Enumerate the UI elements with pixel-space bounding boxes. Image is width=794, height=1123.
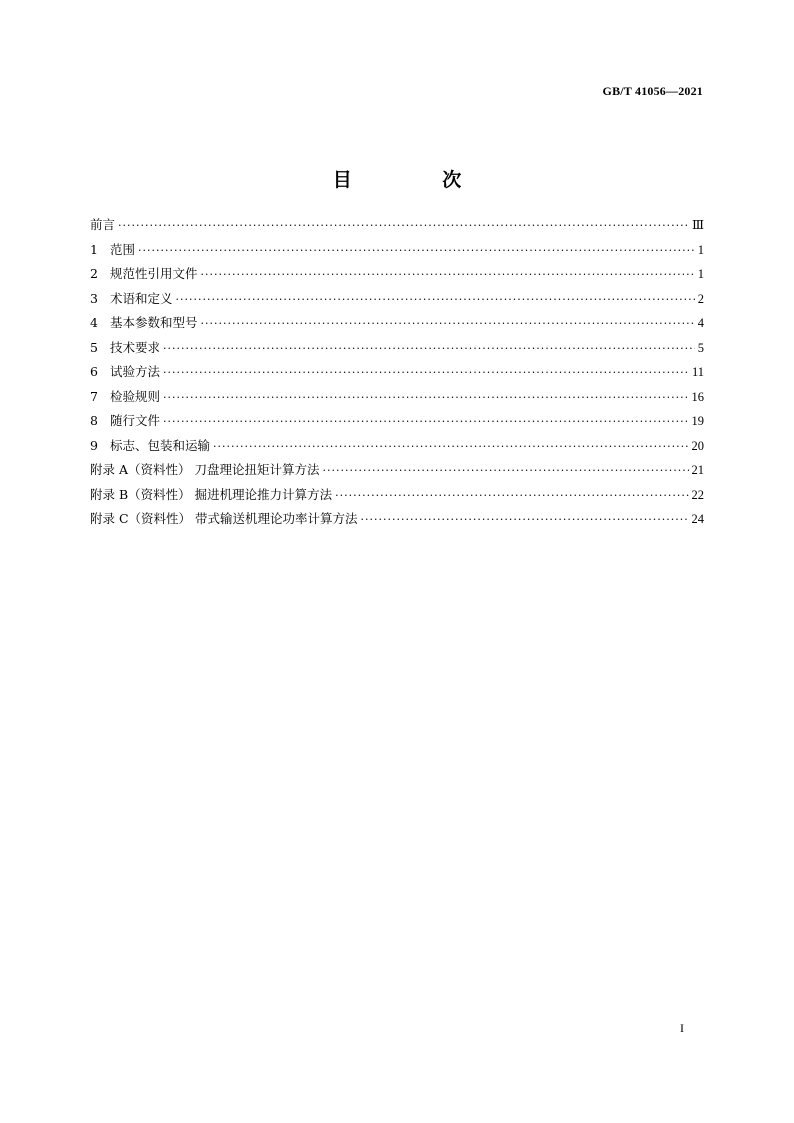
toc-leader-dots — [201, 317, 695, 330]
toc-entry-text: 随行文件 — [110, 413, 161, 428]
toc-entry-text: 标志、包装和运输 — [110, 437, 211, 453]
toc-leader-dots — [213, 440, 688, 453]
toc-entry-text: 范围 — [110, 241, 136, 257]
toc-entry-text: 附录 A（资料性） 刀盘理论扭矩计算方法 — [90, 462, 320, 477]
toc-entry[interactable] — [90, 215, 704, 240]
toc-entry[interactable] — [90, 338, 704, 363]
toc-leader-dots — [163, 391, 688, 404]
toc-entry-number: 4 — [90, 315, 98, 330]
standard-code: GB/T 41056—2021 — [602, 84, 703, 98]
toc-entry-number: 1 — [90, 241, 98, 257]
toc-entry[interactable] — [90, 264, 704, 289]
toc-entry-page: 5 — [697, 340, 704, 355]
toc-leader-dots — [201, 268, 695, 281]
toc-entry-label — [90, 387, 160, 405]
toc-entry-page: 24 — [691, 512, 704, 526]
toc-entry-text: 前言 — [90, 217, 116, 232]
toc-entry[interactable] — [90, 362, 704, 387]
toc-entry-text: 基本参数和型号 — [110, 315, 198, 330]
toc-entry-page: 20 — [691, 438, 704, 453]
toc-entry-text: 规范性引用文件 — [110, 266, 198, 281]
toc-entry-number: 7 — [90, 388, 98, 404]
toc-entry[interactable] — [90, 411, 704, 436]
toc-entry-text: 术语和定义 — [110, 290, 173, 306]
toc-entry-text: 技术要求 — [110, 339, 161, 355]
toc-entry[interactable] — [90, 436, 704, 461]
toc-leader-dots — [322, 464, 688, 477]
toc-entry-label — [90, 313, 198, 331]
toc-leader-dots — [361, 513, 689, 526]
toc-leader-dots — [163, 415, 688, 428]
toc-entry-text: 附录 B（资料性） 掘进机理论推力计算方法 — [90, 486, 333, 502]
toc-entry-label — [90, 411, 160, 429]
toc-entry-page: 19 — [691, 414, 704, 428]
page-number: I — [680, 1021, 684, 1035]
toc-entry-label — [90, 240, 135, 258]
toc-entry[interactable] — [90, 313, 704, 338]
toc-entry-label — [90, 460, 319, 478]
toc-entry[interactable] — [90, 485, 704, 510]
toc-entry-number: 8 — [90, 413, 98, 428]
toc-entry-text: 附录 C（资料性） 带式输送机理论功率计算方法 — [90, 511, 358, 526]
toc-entry-text: 检验规则 — [110, 388, 161, 404]
toc-entry-label — [90, 436, 210, 454]
toc-entry-label — [90, 509, 358, 527]
toc-leader-dots — [163, 342, 695, 355]
toc-entry-page: 11 — [691, 365, 704, 379]
page-title: 目 次 — [332, 168, 504, 191]
toc-entry-page: 16 — [691, 389, 704, 404]
toc-leader-dots — [176, 293, 695, 306]
toc-entry-page: 2 — [697, 291, 704, 306]
toc-entry-page: 4 — [697, 316, 704, 330]
toc-entry-text: 试验方法 — [110, 364, 161, 379]
toc-entry-label — [90, 362, 160, 380]
table-of-contents — [90, 215, 704, 534]
toc-leader-dots — [118, 219, 689, 232]
toc-entry[interactable] — [90, 387, 704, 412]
toc-entry-label — [90, 215, 115, 233]
toc-entry-page: 1 — [697, 267, 704, 281]
toc-entry-label — [90, 289, 173, 307]
toc-entry-label — [90, 485, 332, 503]
toc-entry-number: 6 — [90, 364, 98, 379]
toc-entry[interactable] — [90, 460, 704, 485]
toc-entry-label — [90, 338, 160, 356]
toc-entry-page: 22 — [691, 487, 704, 502]
toc-entry[interactable] — [90, 289, 704, 314]
toc-entry-label — [90, 264, 198, 282]
toc-entry[interactable] — [90, 240, 704, 265]
toc-entry[interactable] — [90, 509, 704, 534]
toc-leader-dots — [163, 366, 689, 379]
toc-entry-number: 2 — [90, 266, 98, 281]
toc-entry-number: 9 — [90, 437, 98, 453]
toc-entry-page: 1 — [697, 242, 704, 257]
toc-leader-dots — [138, 244, 695, 257]
toc-entry-page: Ⅲ — [691, 218, 704, 232]
toc-entry-number: 5 — [90, 339, 98, 355]
toc-entry-page: 21 — [691, 463, 704, 477]
toc-entry-number: 3 — [90, 290, 98, 306]
toc-leader-dots — [335, 489, 688, 502]
